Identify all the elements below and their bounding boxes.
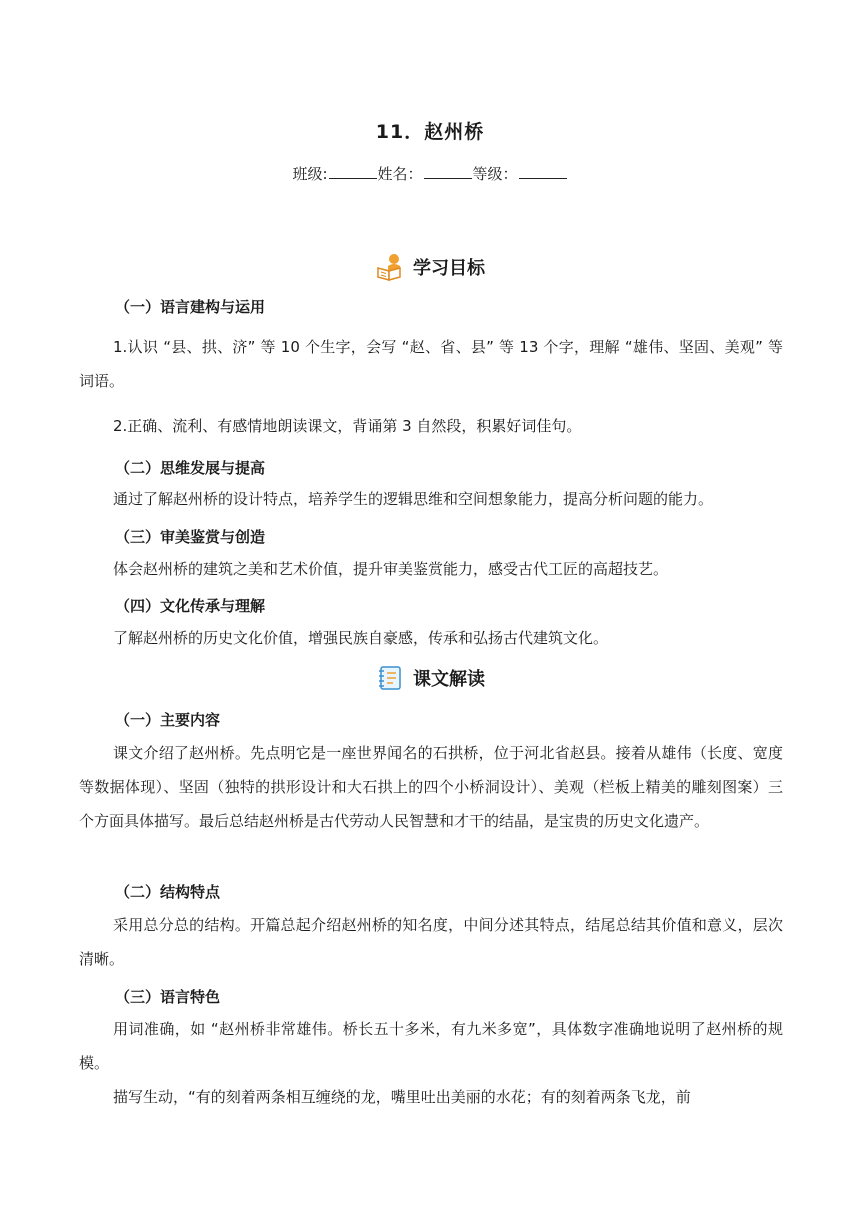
grade-label: 等级： bbox=[472, 165, 518, 183]
student-info-line bbox=[0, 163, 860, 184]
grade-blank[interactable] bbox=[519, 164, 567, 179]
name-label: 姓名： bbox=[377, 165, 423, 183]
goals-paragraph-4: 体会赵州桥的建筑之美和艺术价值，提升审美鉴赏能力，感受古代工匠的高超技艺。 bbox=[113, 560, 669, 578]
page-title: 11．赵州桥 bbox=[375, 121, 485, 143]
goals-paragraph-1: 1.认识 “县、拱、济” 等 10 个生字，会写 “赵、省、县” 等 13 个字，理解 “雄伟、坚固、美观” 等词语。 bbox=[79, 338, 783, 390]
reading-paragraph-2: 采用总分总的结构。开篇总起介绍赵州桥的知名度，中间分述其特点，结尾总结其价值和意义，层次清晰。 bbox=[79, 916, 783, 968]
goals-sub-4: （四）文化传承与理解 bbox=[115, 597, 266, 615]
reading-sub-2: （二）结构特点 bbox=[115, 883, 221, 901]
section-heading-text: 学习目标 bbox=[413, 258, 485, 279]
reading-paragraph-1: 课文介绍了赵州桥。先点明它是一座世界闻名的石拱桥，位于河北省赵县。接着从雄伟（长度、宽度等数据体现）、坚固（独特的拱形设计和大石拱上的四个小桥洞设计）、美观（栏板上精美的雕刻图案）三个方面具体描写。最后总结赵州桥是古代劳动人民智慧和才干的结晶，是宝贵的历史文化遗产。 bbox=[79, 744, 783, 830]
class-label: 班级: bbox=[292, 165, 328, 183]
reading-person-icon bbox=[375, 252, 405, 282]
reading-sub-3: （三）语言特色 bbox=[115, 988, 221, 1006]
section-heading-goals bbox=[0, 252, 860, 282]
notebook-icon bbox=[375, 663, 405, 693]
reading-paragraph-4: 描写生动，“有的刻着两条相互缠绕的龙，嘴里吐出美丽的水花；有的刻着两条飞龙，前 bbox=[113, 1088, 691, 1106]
class-blank[interactable] bbox=[329, 164, 377, 179]
reading-sub-1: （一）主要内容 bbox=[115, 711, 221, 729]
section-heading-reading bbox=[0, 663, 860, 693]
goals-sub-2: （二）思维发展与提高 bbox=[115, 459, 266, 477]
goals-paragraph-2: 2.正确、流利、有感情地朗读课文，背诵第 3 自然段，积累好词佳句。 bbox=[113, 417, 582, 435]
goals-paragraph-3: 通过了解赵州桥的设计特点，培养学生的逻辑思维和空间想象能力，提高分析问题的能力。 bbox=[113, 490, 714, 508]
goals-sub-3: （三）审美鉴赏与创造 bbox=[115, 528, 266, 546]
goals-paragraph-5: 了解赵州桥的历史文化价值，增强民族自豪感，传承和弘扬古代建筑文化。 bbox=[113, 629, 609, 647]
section-heading-text: 课文解读 bbox=[413, 669, 485, 690]
reading-paragraph-3: 用词准确，如 “赵州桥非常雄伟。桥长五十多米，有九米多宽”，具体数字准确地说明了赵州桥的规模。 bbox=[79, 1020, 783, 1072]
goals-sub-1: （一）语言建构与运用 bbox=[115, 298, 266, 316]
name-blank[interactable] bbox=[424, 164, 472, 179]
